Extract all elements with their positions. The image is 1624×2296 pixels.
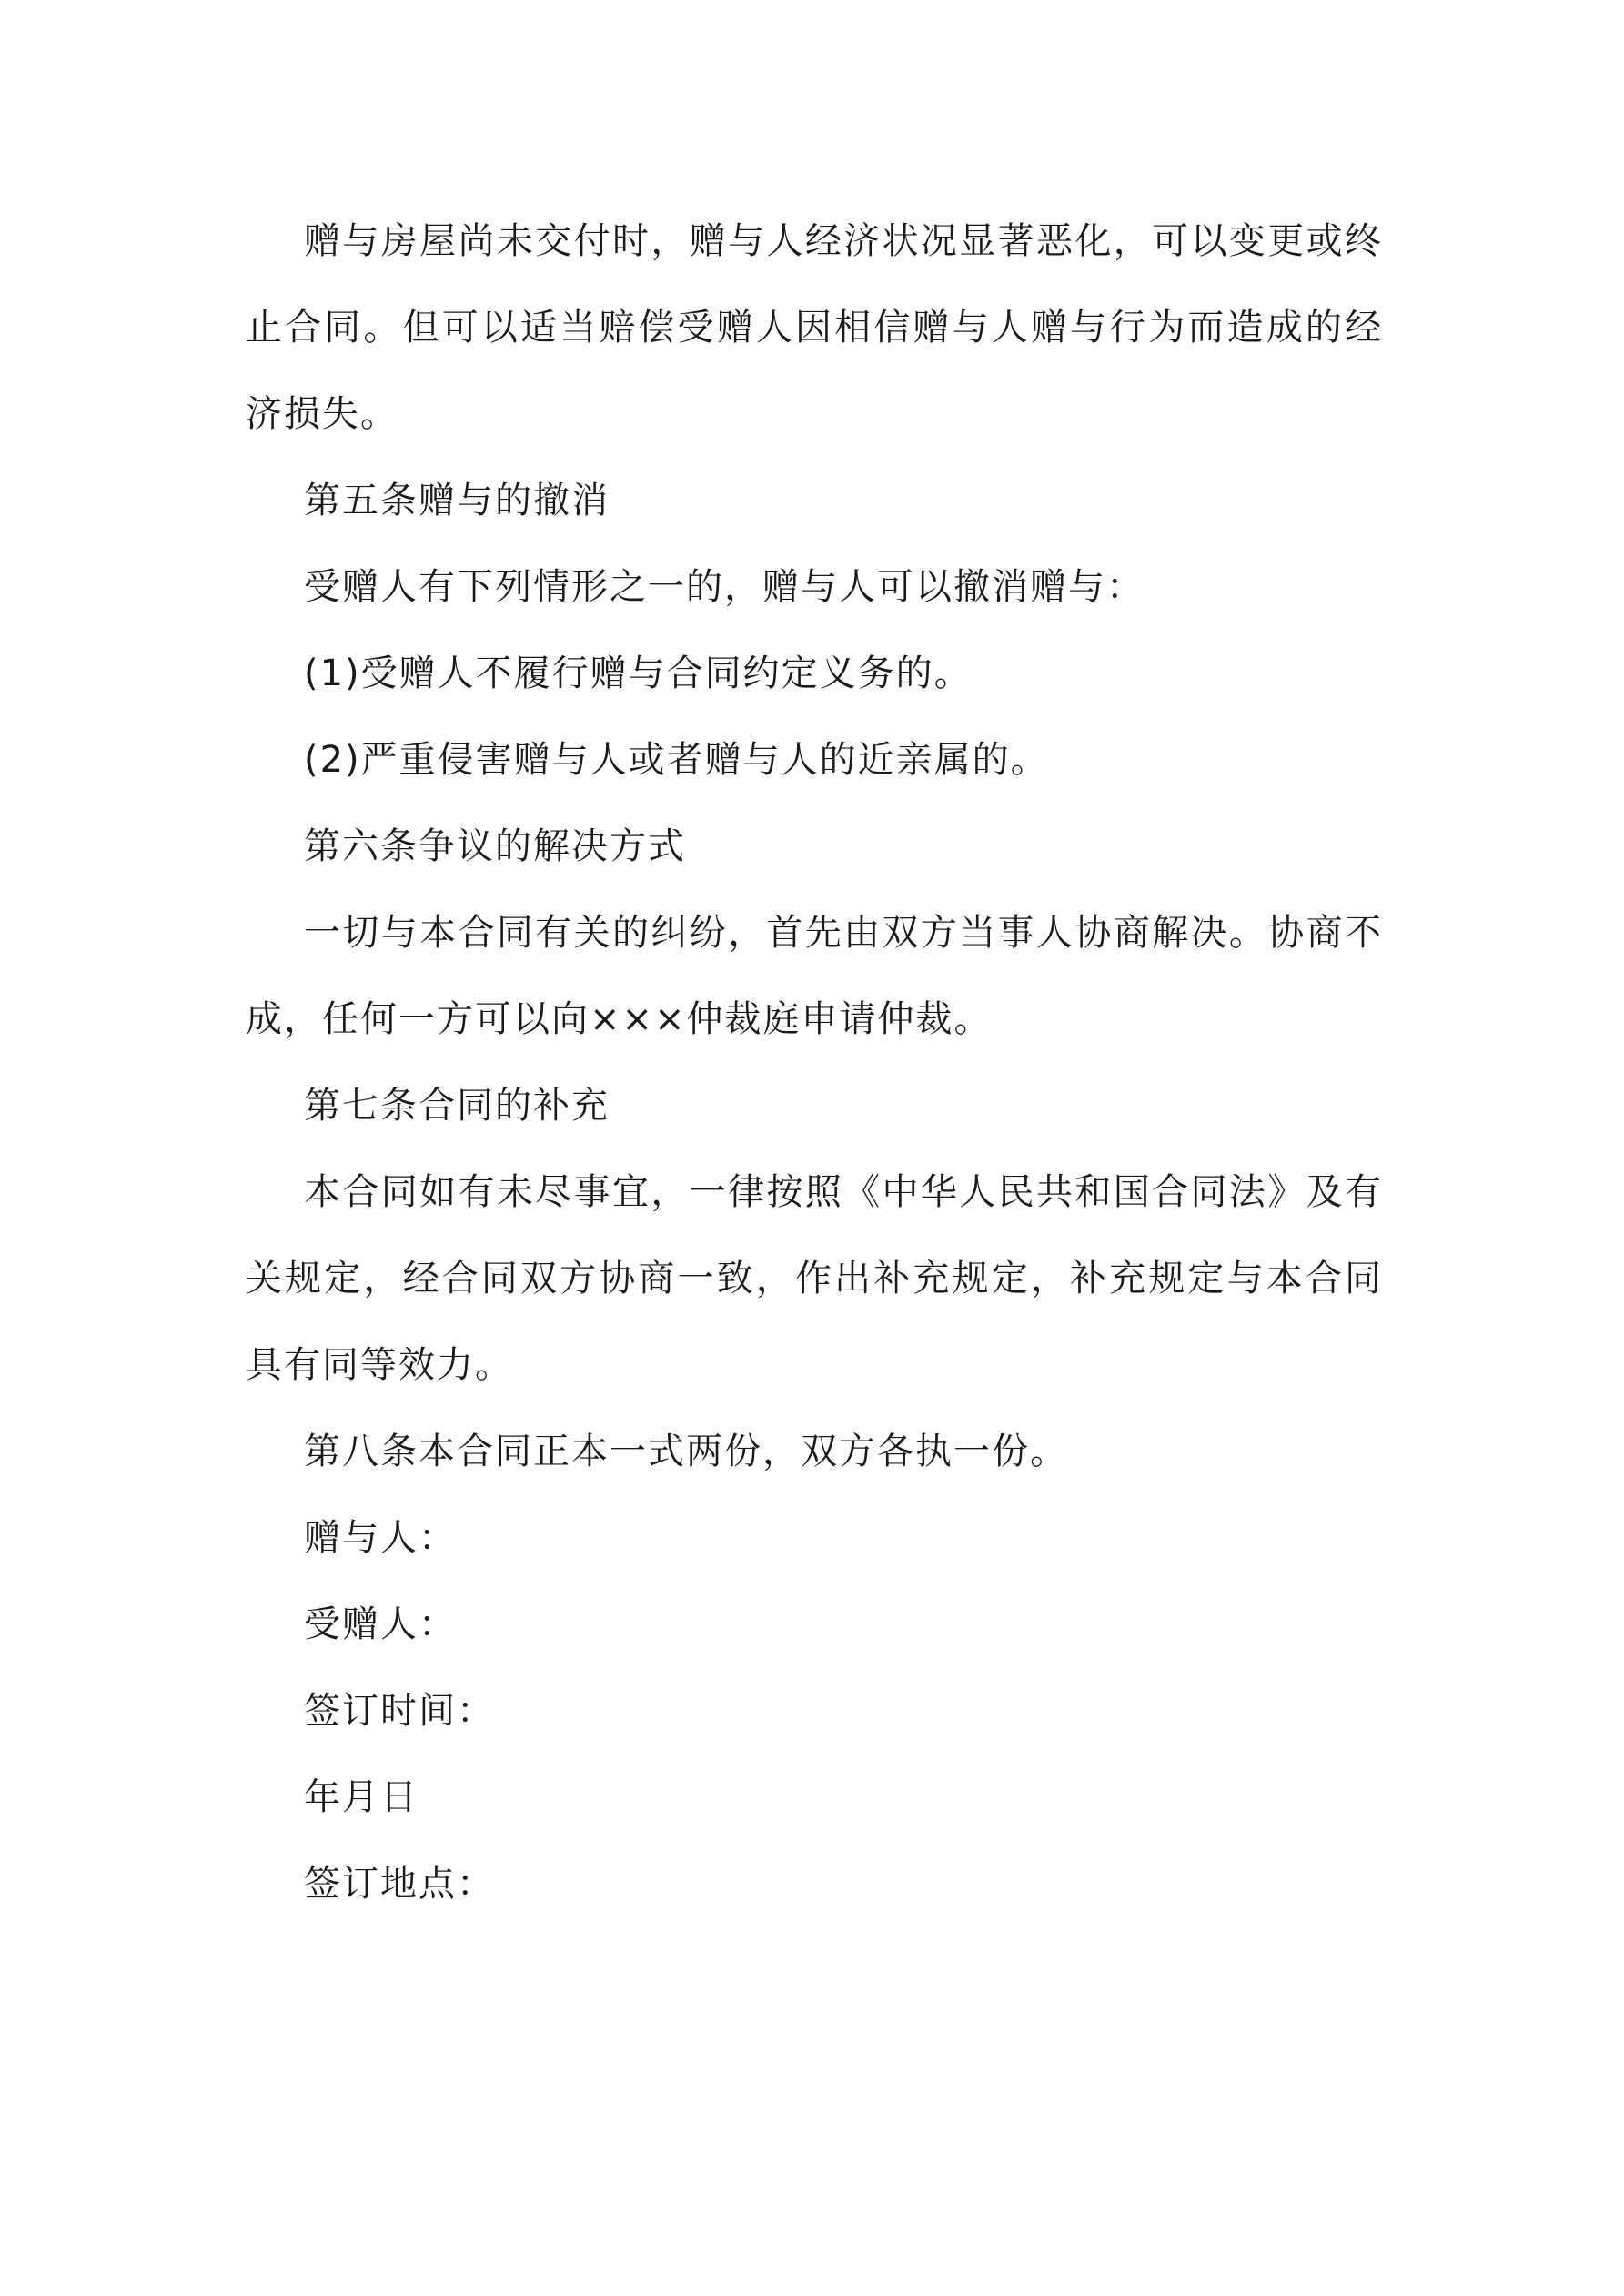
paragraph-revocation-intro: 受赠人有下列情形之一的，赠与人可以撤消赠与： [304, 566, 1145, 608]
list-item-1: (1)受赠人不履行赠与合同约定义务的。 [304, 652, 973, 694]
paragraph-dispute-resolution: 一切与本合同有关的纠纷，首先由双方当事人协商解决。协商不成，任何一方可以向×××仲裁庭申请仲裁。 [246, 912, 1383, 1040]
heading-article-7: 第七条合同的补充 [304, 1085, 610, 1127]
paragraph-supplement: 本合同如有未尽事宜，一律按照《中华人民共和国合同法》及有关规定，经合同双方协商一致，作出补充规定，补充规定与本合同具有同等效力。 [246, 1171, 1383, 1386]
paragraph-article-8: 第八条本合同正本一式两份，双方各执一份。 [304, 1431, 1068, 1472]
list-item-2: (2)严重侵害赠与人或者赠与人的近亲属的。 [304, 739, 1049, 781]
heading-article-5: 第五条赠与的撤消 [304, 480, 610, 521]
document-body [246, 198, 1383, 1927]
signing-date: 年月日 [304, 1776, 419, 1818]
signature-donee: 受赠人： [304, 1603, 457, 1645]
signing-place: 签订地点： [304, 1863, 495, 1905]
paragraph-gift-termination: 赠与房屋尚未交付时，赠与人经济状况显著恶化，可以变更或终止合同。但可以适当赔偿受赠人因相信赠与人赠与行为而造成的经济损失。 [246, 220, 1383, 435]
signature-donor: 赠与人： [304, 1517, 457, 1559]
signing-time: 签订时间： [304, 1690, 495, 1732]
heading-article-6: 第六条争议的解决方式 [304, 825, 686, 867]
